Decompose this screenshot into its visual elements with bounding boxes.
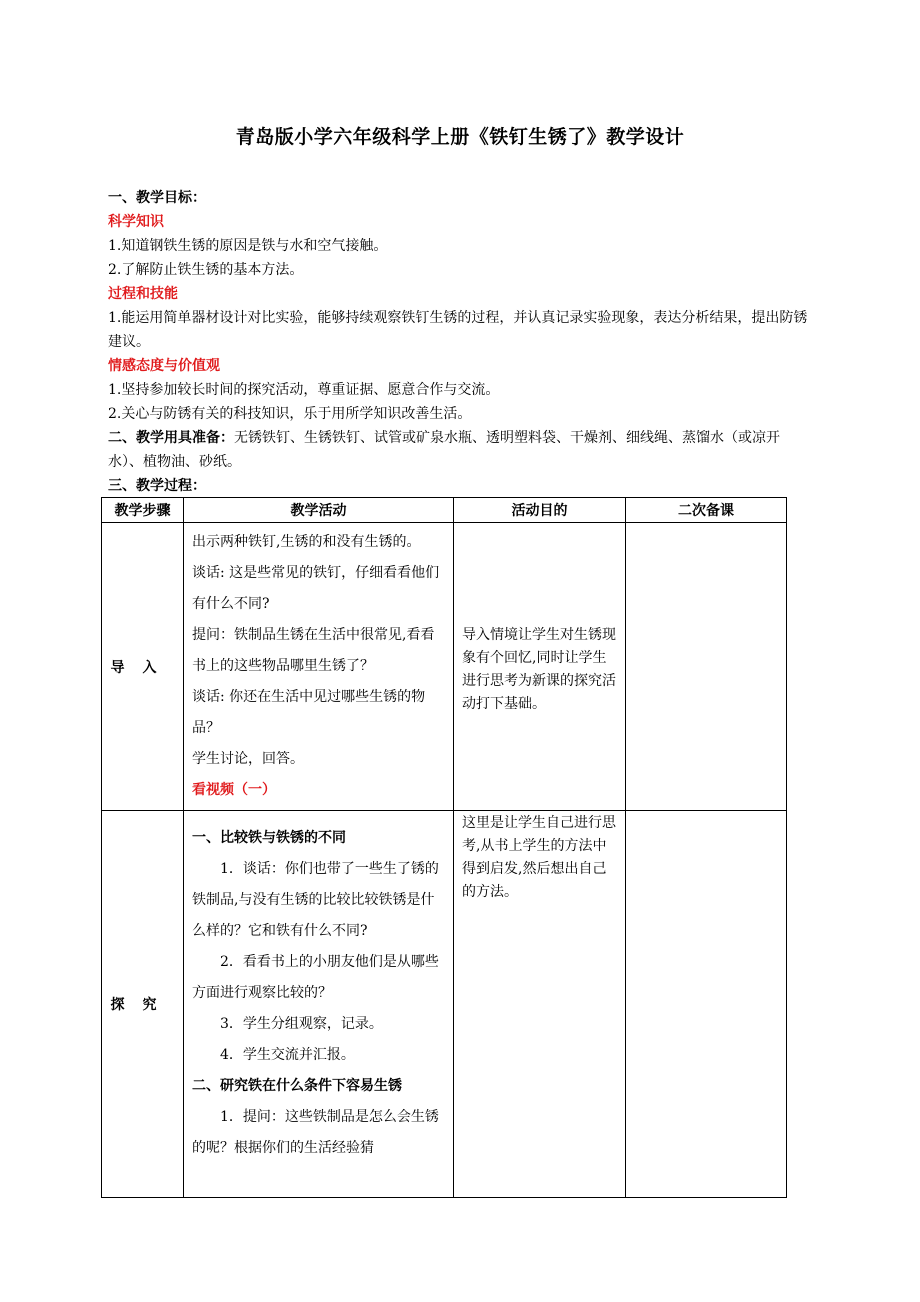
- video-label: 看视频（一）: [192, 782, 276, 798]
- process-heading: 三、教学过程：: [108, 478, 206, 494]
- materials-text: 无锈铁钉、生锈铁钉、试管或矿泉水瓶、透明塑料袋、干燥剂、细线绳、蒸馏水（或凉开水）、植物油、砂纸。: [108, 430, 780, 470]
- activity-line: 1．谈话：你们也带了一些生了锈的铁制品,与没有生锈的比较比较铁锈是什么样的？它和铁有什么不同?: [192, 861, 439, 939]
- activity-line: 提问：铁制品生锈在生活中很常见,看看书上的这些物品哪里生锈了？: [192, 627, 435, 674]
- header-activity: 教学活动: [184, 498, 454, 523]
- attitude-item: 2.关心与防锈有关的科技知识，乐于用所学知识改善生活。: [108, 406, 472, 422]
- activity-line: 1．提问：这些铁制品是怎么会生锈的呢？根据你们的生活经验猜: [192, 1109, 439, 1156]
- activity-line: 2．看看书上的小朋友他们是从哪些方面进行观察比较的？: [192, 954, 439, 1001]
- table-header-row: [102, 498, 787, 523]
- document-title: 青岛版小学六年级科学上册《铁钉生锈了》教学设计: [235, 126, 685, 148]
- second-prep-explore: [626, 811, 787, 1198]
- materials-paragraph: [108, 426, 814, 474]
- purpose-text: 导入情境让学生对生锈现象有个回忆,同时让学生进行思考为新课的探究活动打下基础。: [462, 626, 616, 712]
- table-row-intro: [102, 523, 787, 811]
- attitude-heading: 情感态度与价值观: [108, 358, 220, 374]
- document-body: [108, 186, 814, 498]
- header-purpose: 活动目的: [454, 498, 626, 523]
- activity-line: 3．学生分组观察，记录。: [220, 1016, 383, 1032]
- activity-line: 谈话: 这是些常见的铁钉，仔细看看他们有什么不同?: [192, 565, 440, 612]
- objectives-heading: 一、教学目标：: [108, 190, 206, 206]
- header-second-prep: 二次备课: [626, 498, 787, 523]
- materials-label: 二、教学用具准备：: [108, 430, 234, 446]
- knowledge-heading: 科学知识: [108, 214, 164, 230]
- purpose-text: 这里是让学生自己进行思考,从书上学生的方法中得到启发,然后想出自己的方法。: [462, 815, 616, 900]
- section-heading: 二、研究铁在什么条件下容易生锈: [192, 1078, 402, 1094]
- purpose-explore: [454, 811, 626, 1198]
- section-heading: 一、比较铁与铁锈的不同: [192, 830, 346, 846]
- knowledge-item: 1.知道钢铁生锈的原因是铁与水和空气接触。: [108, 238, 388, 254]
- table-row-explore: [102, 811, 787, 1198]
- activity-line: 谈话: 你还在生活中见过哪些生锈的物品？: [192, 689, 426, 736]
- activity-explore: [184, 811, 454, 1198]
- attitude-item: 1.坚持参加较长时间的探究活动，尊重证据、愿意合作与交流。: [108, 382, 500, 398]
- activity-intro: [184, 523, 454, 811]
- knowledge-item: 2.了解防止铁生锈的基本方法。: [108, 262, 304, 278]
- step-intro: 导入: [102, 523, 184, 811]
- process-skills-item: 1.能运用简单器材设计对比实验，能够持续观察铁钉生锈的过程，并认真记录实验现象，表达分析结果，提出防锈建议。: [108, 310, 808, 350]
- purpose-intro: [454, 523, 626, 811]
- activity-line: 出示两种铁钉,生锈的和没有生锈的。: [192, 534, 421, 550]
- step-explore: 探究: [102, 811, 184, 1198]
- activity-line: 4．学生交流并汇报。: [220, 1047, 355, 1063]
- activity-line: 学生讨论，回答。: [192, 751, 304, 767]
- lesson-table: [101, 497, 787, 1198]
- process-skills-heading: 过程和技能: [108, 286, 178, 302]
- header-step: 教学步骤: [102, 498, 184, 523]
- second-prep-intro: [626, 523, 787, 811]
